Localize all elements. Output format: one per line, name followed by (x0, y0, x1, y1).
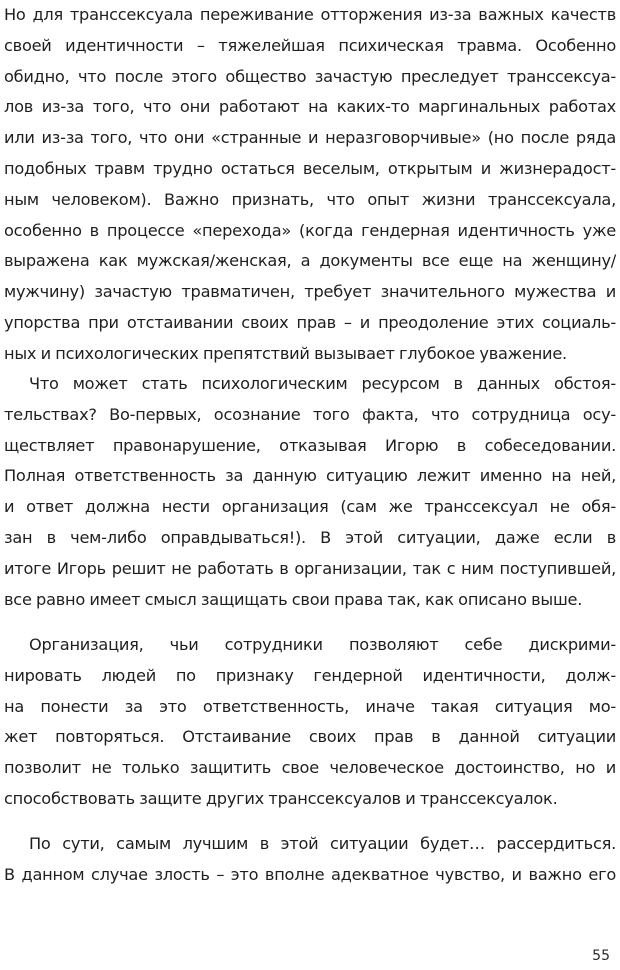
text-line: Организация, чьи сотрудники позволяют себе дискрими- (29, 635, 616, 654)
page-number: 55 (592, 948, 610, 964)
text-line: ным человеком). Важно признать, что опыт жизни транссексуала, (4, 189, 616, 209)
text-line: позволит не только защитить свое человеческое достоинство, но и (4, 758, 616, 778)
text-line: лов из-за того, что они работают на каких-то маргинальных работах (4, 97, 616, 117)
text-line: подобных травм трудно остаться веселым, открытым и жизнерадост- (4, 158, 616, 178)
paragraph-3 (4, 630, 616, 815)
text-line: мужчину) зачастую травматичен, требует значительного мужества и (4, 282, 616, 302)
text-line: своей идентичности – тяжелейшая психическая травма. Особенно (4, 35, 616, 55)
paragraph-2 (4, 369, 616, 615)
text-line: тельствах? Во-первых, осознание того факта, что сотрудница осу- (4, 404, 616, 424)
paragraph-1 (4, 0, 616, 370)
text-line: ществляет правонарушение, отказывая Игорю в собеседовании. (4, 435, 616, 455)
text-line: способствовать защите других транссексуалов и транссексуалок. (4, 788, 558, 808)
text-line: выражена как мужская/женская, а документы все еще на женщину/ (4, 251, 616, 271)
text-line: упорства при отстаивании своих прав – и преодоление этих социаль- (4, 312, 616, 332)
text-line: По сути, самым лучшим в этой ситуации будет… рассердиться. (29, 834, 616, 853)
text-line: обидно, что после этого общество зачастую преследует транссексуа- (4, 66, 616, 86)
text-line: ных и психологических препятствий вызывает глубокое уважение. (4, 343, 567, 363)
text-line: итоге Игорь решит не работать в организации, так с ним поступившей, (4, 558, 616, 578)
text-line: на понести за это ответственность, иначе такая ситуация мо- (4, 696, 616, 716)
text-line: Но для транссексуала переживание отторжения из-за важных качеств (4, 5, 616, 24)
text-line: нировать людей по признаку гендерной идентичности, долж- (4, 665, 616, 685)
text-line: или из-за того, что они «странные и неразговорчивые» (но после ряда (4, 128, 616, 148)
paragraph-4 (4, 829, 616, 891)
text-line: особенно в процессе «перехода» (когда гендерная идентичность уже (4, 220, 616, 240)
text-line: Что может стать психологическим ресурсом в данных обстоя- (29, 374, 616, 393)
text-line: зан в чем-либо оправдываться!). В этой ситуации, даже если в (4, 527, 616, 547)
text-line: Полная ответственность за данную ситуацию лежит именно на ней, (4, 466, 616, 486)
text-line: жет повторяться. Отстаивание своих прав в данной ситуации (4, 727, 616, 747)
text-line: все равно имеет смысл защищать свои права так, как описано выше. (4, 589, 583, 609)
text-line: и ответ должна нести организация (сам же транссексуал не обя- (4, 497, 616, 517)
text-line: В данном случае злость – это вполне адекватное чувство, и важно его (4, 864, 616, 884)
